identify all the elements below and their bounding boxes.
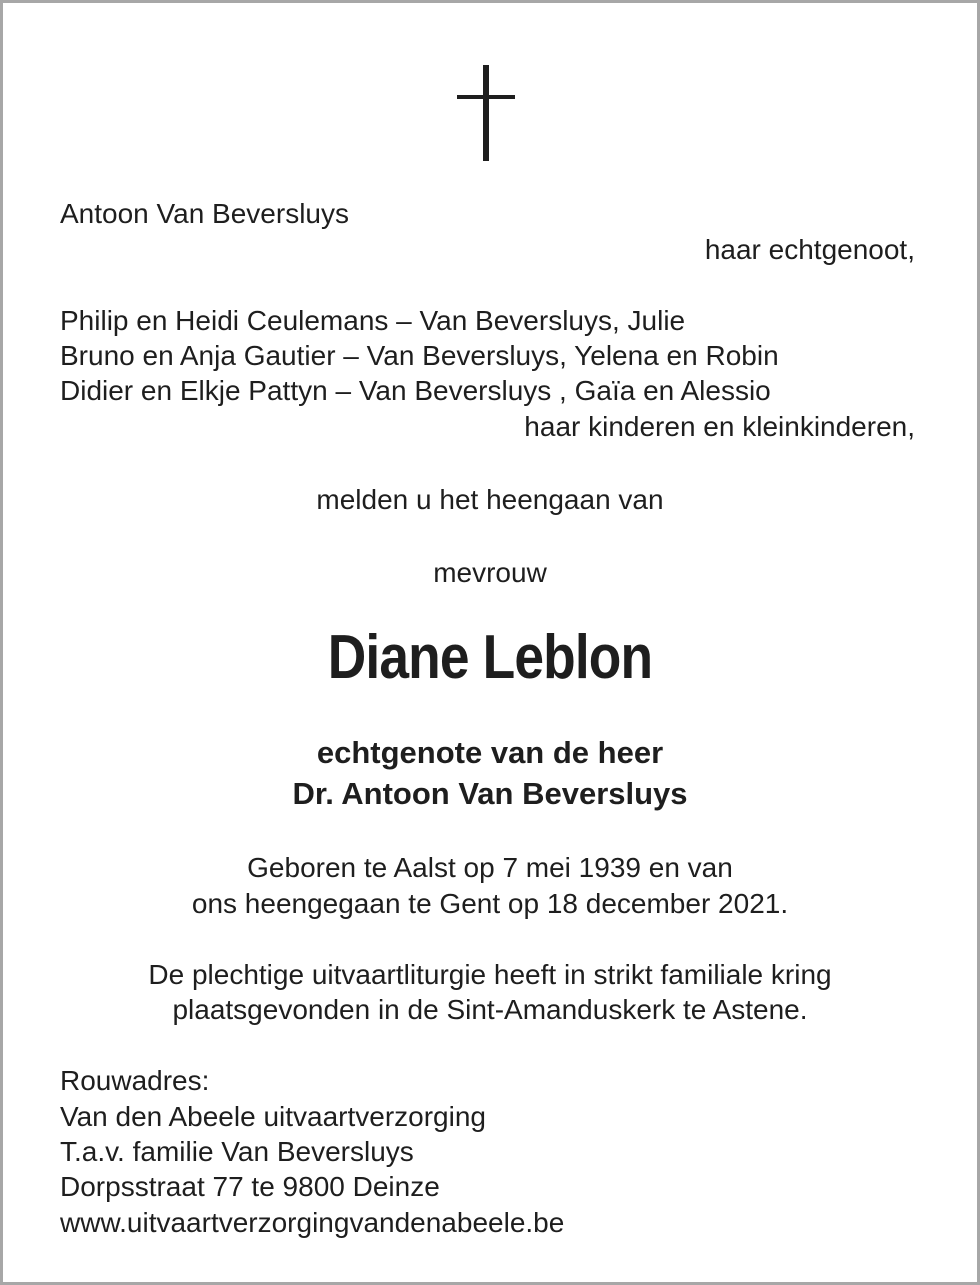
children-line: Didier en Elkje Pattyn – Van Beversluys , Gaïa en Alessio (60, 375, 771, 406)
cross-icon (457, 65, 515, 161)
relation-line: Dr. Antoon Van Beversluys (292, 776, 688, 811)
address-line: Van den Abeele uitvaartverzorging (60, 1101, 486, 1132)
announcement-intro: melden u het heengaan van (316, 484, 664, 515)
funeral-line: De plechtige uitvaartliturgie heeft in strikt familiale kring (148, 959, 832, 990)
birth-death-line: ons heengegaan te Gent op 18 december 2021. (191, 888, 789, 919)
spouse-role: haar echtgenoot, (704, 234, 915, 265)
address-line: T.a.v. familie Van Beversluys (60, 1136, 414, 1167)
honorific: mevrouw (433, 557, 547, 588)
relation-line: echtgenote van de heer (316, 735, 664, 770)
cross-vertical-bar (483, 65, 489, 161)
children-role: haar kinderen en kleinkinderen, (524, 411, 915, 442)
birth-death-line: Geboren te Aalst op 7 mei 1939 en van (247, 852, 733, 883)
spouse-name: Antoon Van Beversluys (60, 198, 349, 229)
children-line: Bruno en Anja Gautier – Van Beversluys, Yelena en Robin (60, 340, 779, 371)
website-link[interactable]: www.uitvaartverzorgingvandenabeele.be (60, 1207, 565, 1238)
address-line: Dorpsstraat 77 te 9800 Deinze (60, 1171, 440, 1202)
address-heading: Rouwadres: (60, 1065, 210, 1096)
deceased-name: Diane Leblon (327, 623, 653, 692)
funeral-line: plaatsgevonden in de Sint-Amanduskerk te Astene. (172, 994, 808, 1025)
cross-horizontal-bar (457, 95, 515, 99)
children-line: Philip en Heidi Ceulemans – Van Beversluys, Julie (60, 305, 686, 336)
